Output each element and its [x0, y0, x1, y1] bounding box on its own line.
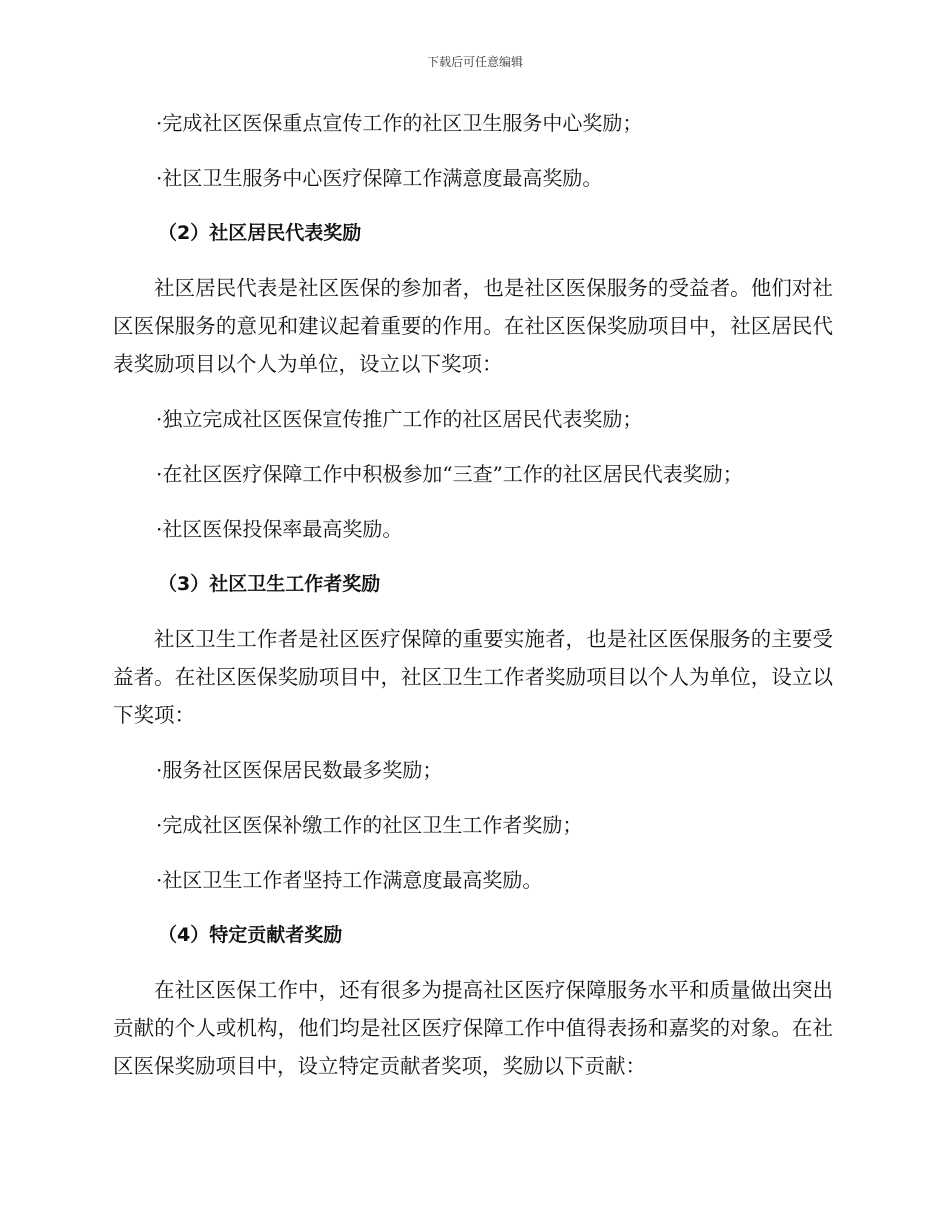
bullet-item: ·完成社区医保补缴工作的社区卫生工作者奖励；: [156, 813, 583, 837]
paragraph: 社区居民代表是社区医保的参加者，也是社区医保服务的受益者。他们对社区医保服务的意见和建议起着重要的作用。在社区医保奖励项目中，社区居民代表奖励项目以个人为单位，设立以下奖项：: [113, 276, 833, 376]
document-body: [113, 104, 833, 1102]
bullet-item: ·社区医保投保率最高奖励。: [156, 517, 403, 541]
bullet-item: ·社区卫生工作者坚持工作满意度最高奖励。: [156, 868, 543, 892]
page-header: 下载后可任意编辑: [426, 55, 523, 69]
bullet-item: ·独立完成社区医保宣传推广工作的社区居民代表奖励；: [156, 407, 643, 431]
paragraph: 社区卫生工作者是社区医疗保障的重要实施者，也是社区医保服务的主要受益者。在社区医保奖励项目中，社区卫生工作者奖励项目以个人为单位，设立以下奖项：: [113, 627, 833, 727]
paragraph: 在社区医保工作中，还有很多为提高社区医疗保障服务水平和质量做出突出贡献的个人或机构，他们均是社区医疗保障工作中值得表扬和嘉奖的对象。在社区医保奖励项目中，设立特定贡献者奖项，奖励以下贡献：: [113, 978, 833, 1078]
section-heading: （3）社区卫生工作者奖励: [158, 573, 381, 595]
bullet-item: ·在社区医疗保障工作中积极参加“三查”工作的社区居民代表奖励；: [156, 462, 743, 486]
bullet-item: ·社区卫生服务中心医疗保障工作满意度最高奖励。: [156, 166, 603, 190]
bullet-item: ·完成社区医保重点宣传工作的社区卫生服务中心奖励；: [156, 111, 643, 135]
section-heading: （2）社区居民代表奖励: [158, 222, 362, 244]
section-heading: （4）特定贡献者奖励: [158, 924, 343, 946]
bullet-item: ·服务社区医保居民数最多奖励；: [156, 758, 443, 782]
